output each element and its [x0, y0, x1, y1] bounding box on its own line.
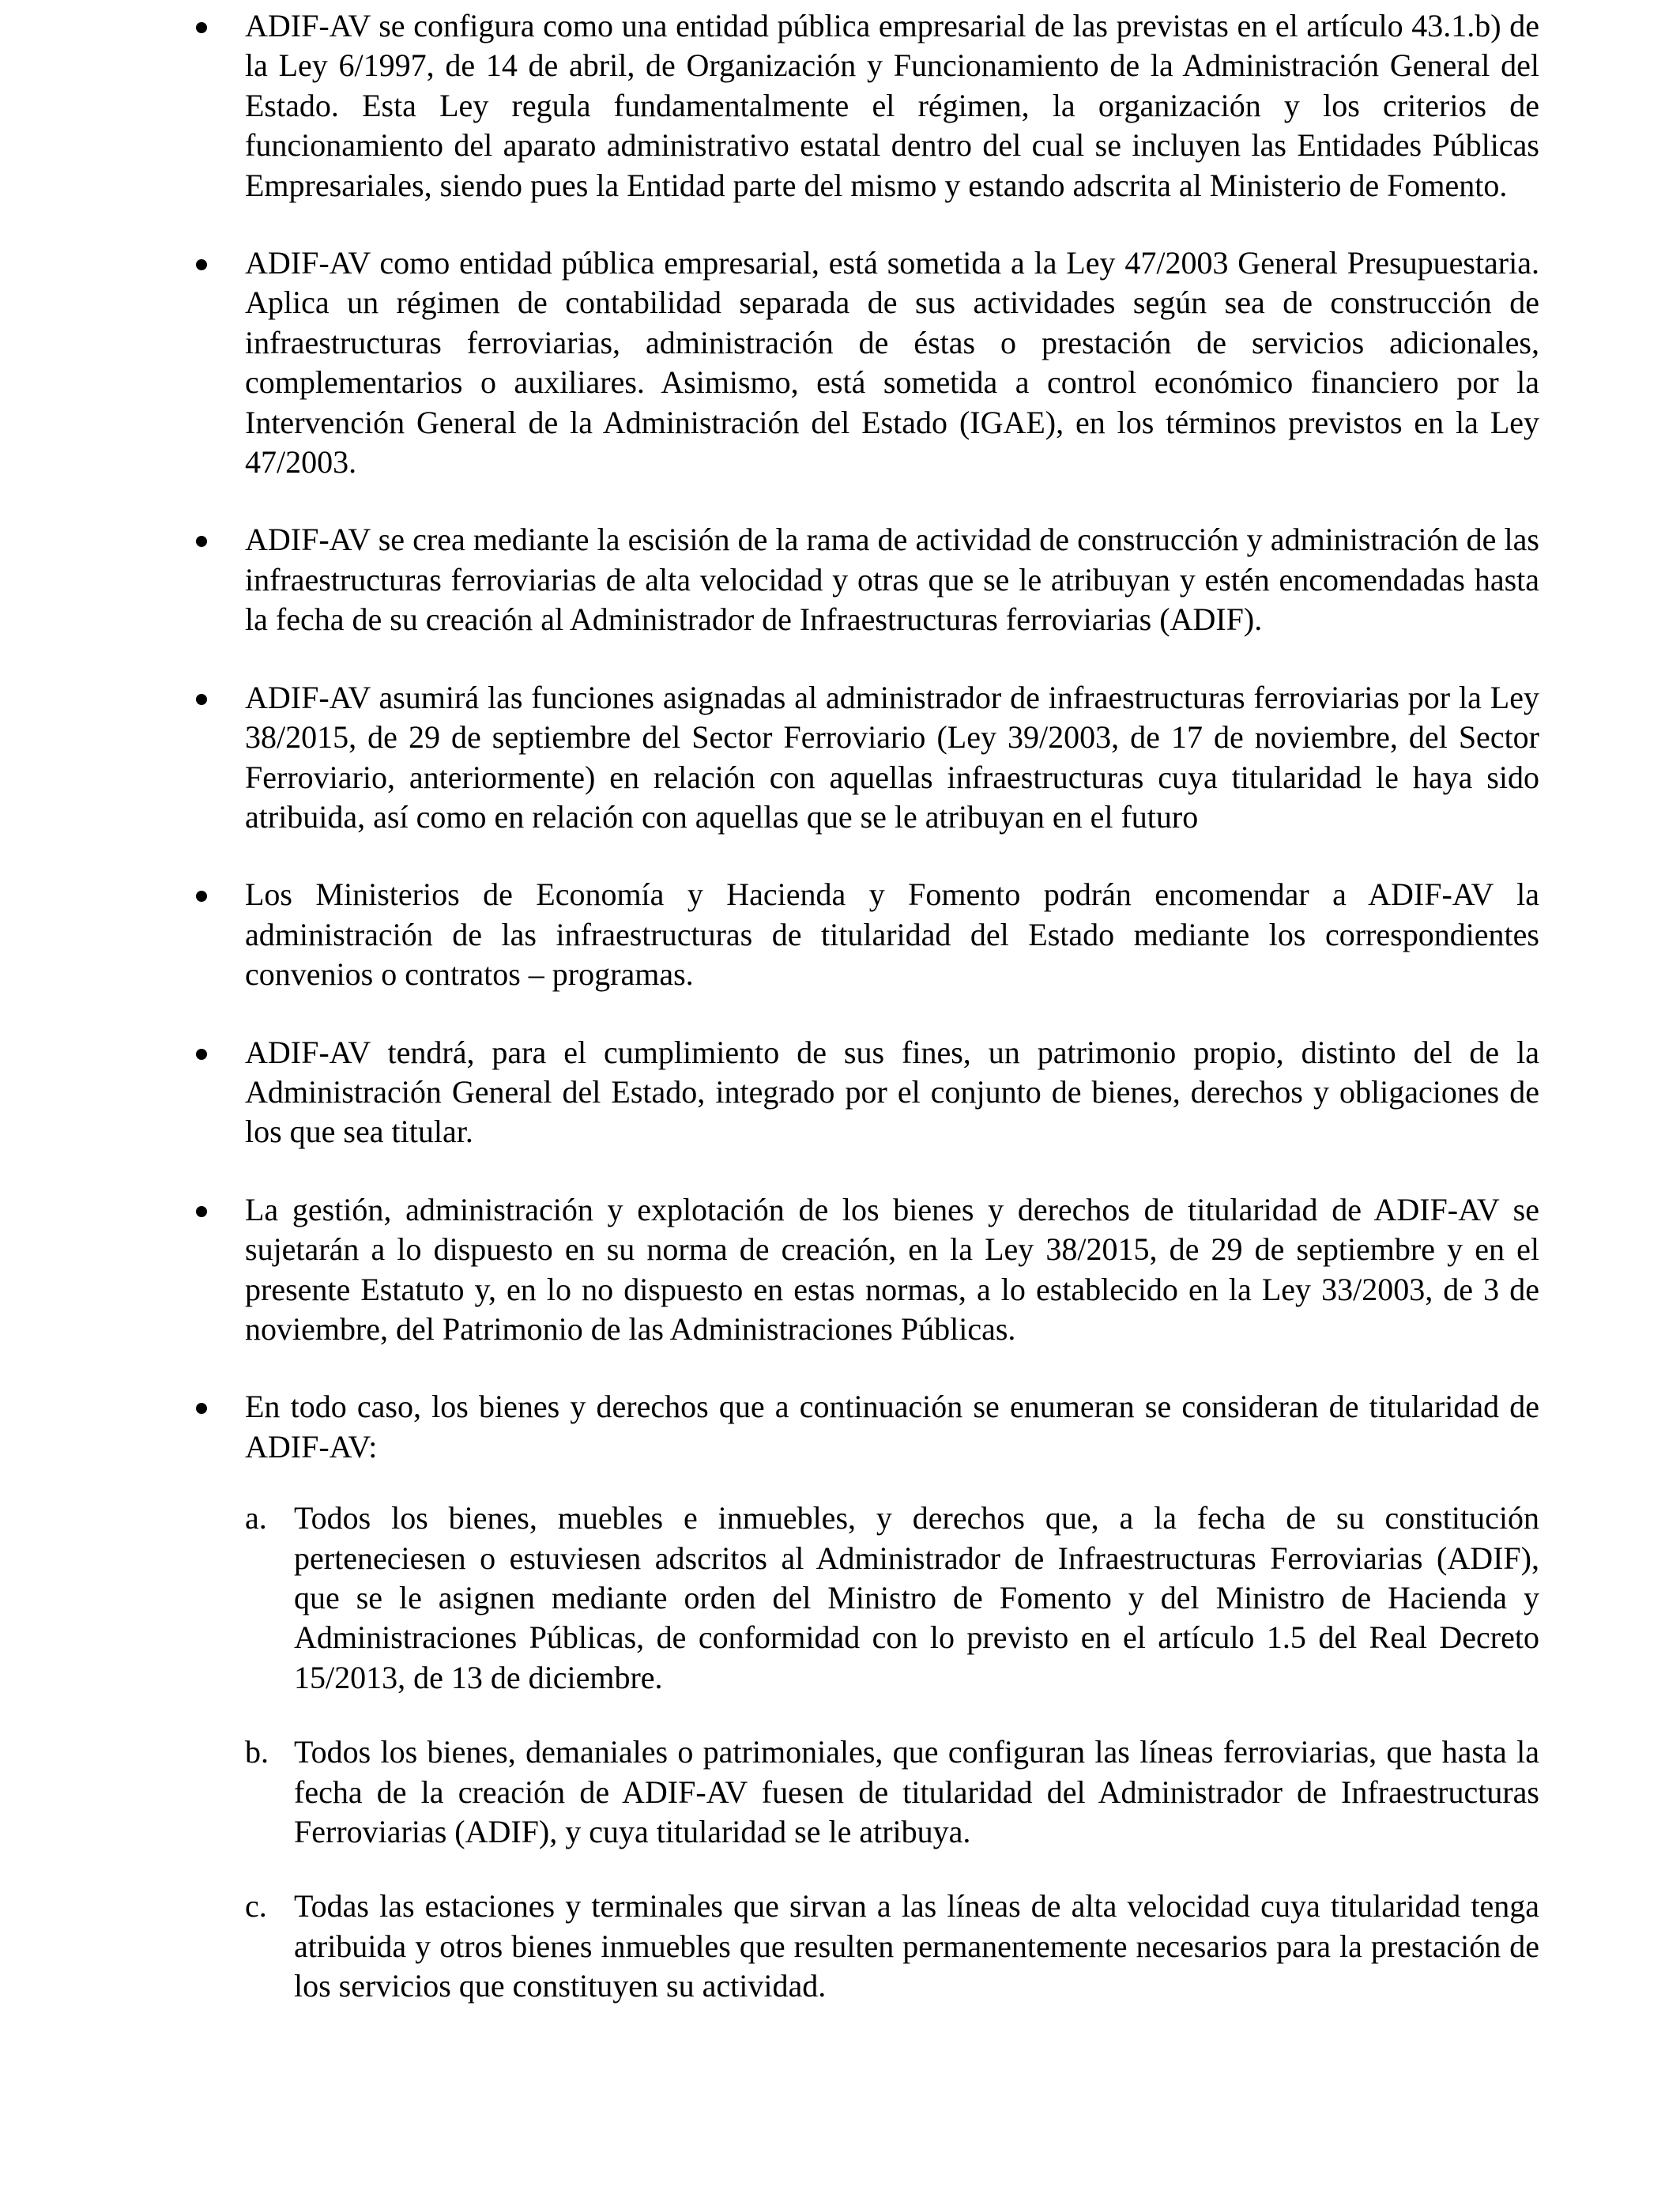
bullet-icon [196, 694, 207, 705]
bullet-item [196, 243, 1539, 482]
sub-list-text: Todos los bienes, demaniales o patrimoniales, que configuran las líneas ferroviarias, que hasta la fecha de la creación de ADIF-AV fuesen de titularidad del Administrador de Infraestructuras Ferroviarias (ADIF), y cuya titularidad se le atribuya. [294, 1734, 1539, 1850]
bullet-text: ADIF-AV se configura como una entidad pública empresarial de las previstas en el artículo 43.1.b) de la Ley 6/1997, de 14 de abril, de Organización y Funcionamiento de la Administración General del Estado. Esta Ley regula fundamentalmente el régimen, la organización y los criterios de funcionamiento del aparato administrativo estatal dentro del cual se incluyen las Entidades Públicas Empresariales, siendo pues la Entidad parte del mismo y estando adscrita al Ministerio de Fomento. [245, 8, 1539, 203]
bullet-icon [196, 536, 207, 547]
bullet-text: ADIF-AV tendrá, para el cumplimiento de sus fines, un patrimonio propio, distinto del de la Administración General del Estado, integrado por el conjunto de bienes, derechos y obligaciones de los que sea titular. [245, 1034, 1539, 1150]
bullet-text: Los Ministerios de Economía y Hacienda y Fomento podrán encomendar a ADIF-AV la administración de las infraestructuras de titularidad del Estado mediante los correspondientes convenios o contratos – programas. [245, 876, 1539, 993]
bullet-item [196, 1387, 1539, 2006]
bullet-item [196, 520, 1539, 639]
bullet-item [196, 1033, 1539, 1152]
bullet-icon [196, 259, 207, 270]
bullet-text: La gestión, administración y explotación de los bienes y derechos de titularidad de ADIF-AV se sujetarán a lo dispuesto en su norma de creación, en la Ley 38/2015, de 29 de septiembre y en el presente Estatuto y, en lo no dispuesto en estas normas, a lo establecido en la Ley 33/2003, de 3 de noviembre, del Patrimonio de las Administraciones Públicas. [245, 1191, 1539, 1347]
sub-list [245, 1498, 1539, 2006]
sub-list-text: Todas las estaciones y terminales que sirvan a las líneas de alta velocidad cuya titularidad tenga atribuida y otros bienes inmuebles que resulten permanentemente necesarios para la prestación de los servicios que constituyen su actividad. [294, 1888, 1539, 2004]
sub-list-text: Todos los bienes, muebles e inmuebles, y derechos que, a la fecha de su constitución perteneciesen o estuviesen adscritos al Administrador de Infraestructuras Ferroviarias (ADIF), que se le asignen mediante orden del Ministro de Fomento y del Ministro de Hacienda y Administraciones Públicas, de conformidad con lo previsto en el artículo 1.5 del Real Decreto 15/2013, de 13 de diciembre. [294, 1500, 1539, 1695]
bullet-text: ADIF-AV asumirá las funciones asignadas al administrador de infraestructuras ferroviarias por la Ley 38/2015, de 29 de septiembre del Sector Ferroviario (Ley 39/2003, de 17 de noviembre, del Sector Ferroviario, anteriormente) en relación con aquellas infraestructuras cuya titularidad le haya sido atribuida, así como en relación con aquellas que se le atribuyan en el futuro [245, 679, 1539, 835]
sub-list-item [245, 1732, 1539, 1852]
bullet-icon [196, 1403, 207, 1414]
bullet-icon [196, 22, 207, 33]
bullet-item [196, 875, 1539, 994]
bullet-item [196, 678, 1539, 838]
bullet-icon [196, 891, 207, 902]
sub-list-item [245, 1887, 1539, 2006]
bullet-item [196, 1190, 1539, 1350]
bullet-icon [196, 1049, 207, 1060]
bullet-text: ADIF-AV como entidad pública empresarial, está sometida a la Ley 47/2003 General Presupuestaria. Aplica un régimen de contabilidad separada de sus actividades según sea de construcción de infraestructuras ferroviarias, administración de éstas o prestación de servicios adicionales, complementarios o auxiliares. Asimismo, está sometida a control económico financiero por la Intervención General de la Administración del Estado (IGAE), en los términos previstos en la Ley 47/2003. [245, 245, 1539, 481]
sub-list-item [245, 1498, 1539, 1698]
sub-list-marker: a. [245, 1500, 267, 1536]
bullet-item [196, 6, 1539, 205]
bullet-text: En todo caso, los bienes y derechos que a continuación se enumeran se consideran de titularidad de ADIF-AV: [245, 1389, 1539, 1465]
bullet-list [196, 6, 1539, 2045]
bullet-text: ADIF-AV se crea mediante la escisión de la rama de actividad de construcción y administración de las infraestructuras ferroviarias de alta velocidad y otras que se le atribuyan y estén encomendadas hasta la fecha de su creación al Administrador de Infraestructuras ferroviarias (ADIF). [245, 522, 1539, 638]
sub-list-marker: c. [245, 1888, 267, 1924]
bullet-icon [196, 1206, 207, 1217]
sub-list-marker: b. [245, 1734, 269, 1770]
